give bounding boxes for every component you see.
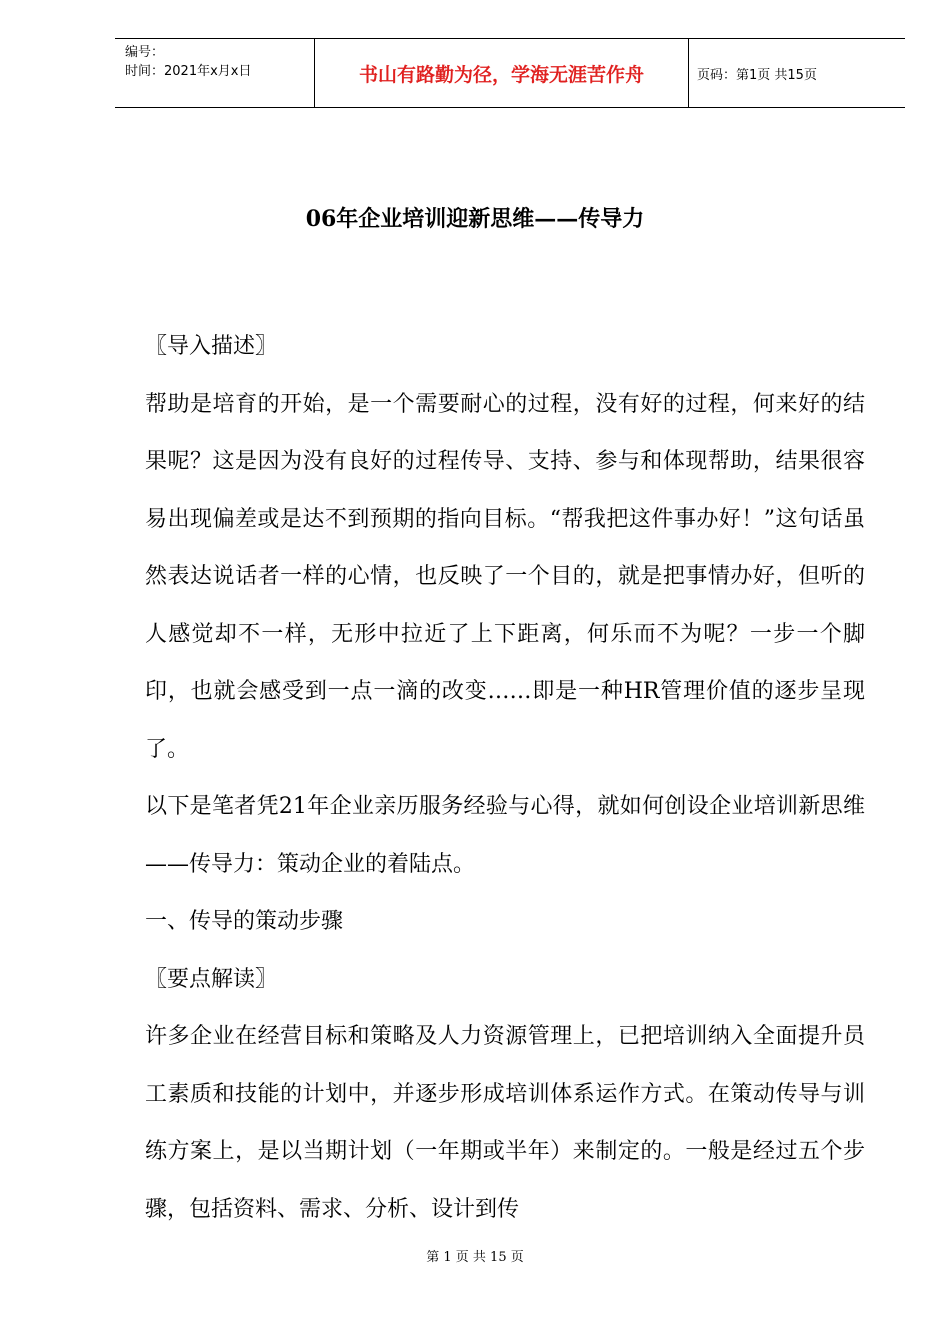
paragraph-intro: 帮助是培育的开始，是一个需要耐心的过程，没有好的过程，何来好的结果呢？这是因为没有良好的过程传导、支持、参与和体现帮助，结果很容易出现偏差或是达不到预期的指向目标。“帮我把这件事办好！”这句话虽然表达说话者一样的心情，也反映了一个目的，就是把事情办好，但听的人感觉却不一样，无形中拉近了上下距离，何乐而不为呢？一步一个脚印，也就会感受到一点一滴的改变……即是一种HR管理价值的逐步呈现了。 (145, 391, 865, 762)
header-page-info: 页码：第1页 共15页 (697, 67, 817, 83)
section-heading-steps: 一、传导的策动步骤 (145, 909, 344, 934)
header-number-label: 编号： (125, 45, 165, 60)
header-time-label: 时间：2021年x月x日 (125, 64, 252, 79)
section-label-intro: 〖导入描述〗 (145, 334, 278, 359)
page-footer: 第 1 页 共 15 页 (426, 1250, 524, 1265)
section-label-keypoints: 〖要点解读〗 (145, 966, 278, 992)
document-title: 06年企业培训迎新思维——传导力 (305, 206, 645, 232)
paragraph-keypoints: 许多企业在经营目标和策略及人力资源管理上，已把培训纳入全面提升员工素质和技能的计划中，并逐步形成培训体系运作方式。在策动传导与训练方案上，是以当期计划（一年期或半年）来制定的。一般是经过五个步骤，包括资料、需求、分析、设计到传 (145, 1024, 865, 1222)
header-meta (115, 39, 315, 107)
document-body (145, 318, 865, 1238)
header-motto: 书山有路勤为径，学海无涯苦作舟 (315, 39, 689, 107)
paragraph-experience: 以下是笔者凭21年企业亲历服务经验与心得，就如何创设企业培训新思维——传导力：策动企业的着陆点。 (145, 794, 865, 877)
page-header (115, 38, 905, 108)
